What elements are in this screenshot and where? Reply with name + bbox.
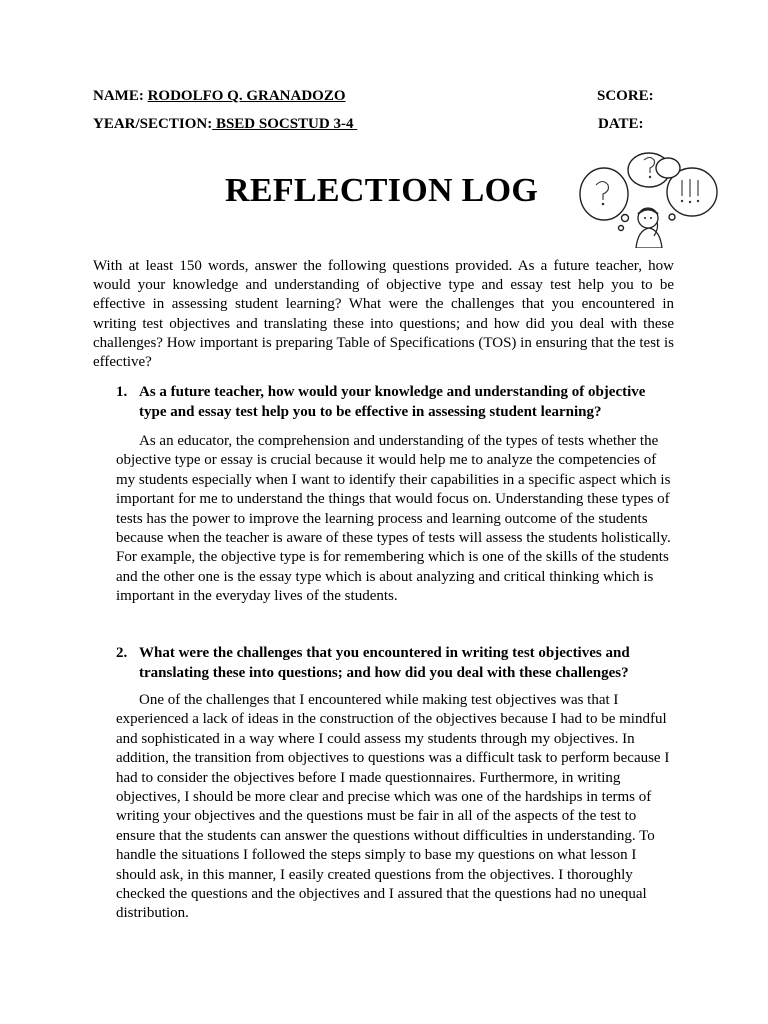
section-value: BSED SOCSTUD 3-4 — [215, 116, 354, 132]
name-label: NAME: — [93, 88, 144, 104]
answer-1-paragraph: As an educator, the comprehension and understanding of the types of tests whether the objective type or essay is crucial because it would help me to analyze the competencies of my students especially when I want to identify their capabilities in a specific aspect which is important for me to understand the things that would focus on. Understanding these types of tests has the power to improve the learning process and learning outcome of the students because when the teacher is aware of these types of tests will assess the students holistically. For example, the objective type is for remembering which is one of the skills of the students and the other one is the essay type which is about analyzing and critical thinking which is important in the everyday lives of the students. — [116, 433, 671, 605]
section-label: YEAR/SECTION: — [93, 116, 213, 132]
date-label: DATE: — [598, 116, 644, 132]
name-value: RODOLFO Q. GRANADOZO — [147, 88, 346, 104]
question-number: 2. — [116, 645, 128, 661]
name-line — [93, 88, 346, 105]
question-1 — [116, 383, 676, 422]
thinking-person-icon — [578, 150, 720, 248]
question-2 — [116, 644, 676, 683]
question-text: As a future teacher, how would your knowledge and understanding of objective type and essay test help you to be effective in assessing student learning? — [139, 384, 646, 420]
question-text: What were the challenges that you encountered in writing test objectives and translating these into questions; and how did you deal with these challenges? — [139, 645, 630, 681]
instructions-paragraph: With at least 150 words, answer the following questions provided. As a future teacher, how would your knowledge and understanding of objective type and essay test help you to be effective in assessing student learning? What were the challenges that you encountered in writing test objectives and translating these into questions; and how did you deal with these challenges? How important is preparing Table of Specifications (TOS) in ensuring that the test is effective? — [93, 258, 674, 371]
answer-2-paragraph: One of the challenges that I encountered while making test objectives was that I experienced a lack of ideas in the construction of the objectives because I had to be mindful and sophisticated in a way where I could assess my students through my objectives. In addition, the transition from objectives to questions was a difficult task to perform because I had to consider the objectives before I made questionnaires. Furthermore, in writing objectives, I should be more clear and precise which was one of the hardships in terms of writing your objectives and the questions must be fair in all of the aspects of the test to ensure that the students can answer the questions without difficulties in understanding. To handle the situations I followed the steps simply to base my questions on what lesson I should ask, in this manner, I easily created questions from the objectives. I thoroughly checked the questions and the objectives and I assured that the questions had no unequal distribution. — [116, 692, 670, 922]
section-line — [93, 116, 357, 133]
question-number: 1. — [116, 384, 128, 400]
score-label: SCORE: — [597, 88, 654, 104]
page-title: REFLECTION LOG — [225, 172, 539, 209]
